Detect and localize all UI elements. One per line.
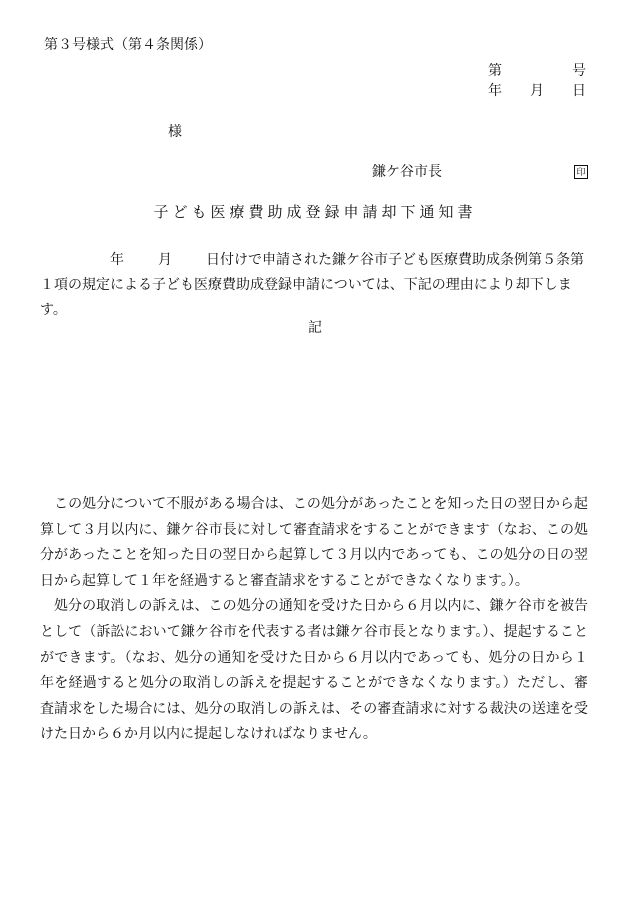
document-date bbox=[488, 82, 586, 100]
appeal-notice bbox=[40, 492, 588, 748]
date-year-label: 年 bbox=[488, 83, 502, 99]
appeal-paragraph-2: 処分の取消しの訴えは、この処分の通知を受けた日から６月以内に、鎌ケ谷市を被告として（訴訟において鎌ケ谷市を代表する者は鎌ケ谷市長となります。）、提起することができます。（なお、処分の通知を受けた日から６月以内であっても、処分の日から１年を経過すると処分の取消しの訴えを提起することができなくなります。）ただし、審査請求をした場合には、処分の取消しの訴えは、その審査請求に対する裁決の送達を受けた日から６か月以内に提起しなければなりません。 bbox=[40, 598, 588, 743]
date-day-label: 日 bbox=[572, 83, 586, 99]
document-number bbox=[488, 62, 586, 80]
seal-mark: 印 bbox=[574, 165, 588, 179]
addressee: 様 bbox=[168, 124, 182, 140]
intro-year-label: 年 bbox=[110, 252, 124, 268]
intro-paragraph bbox=[40, 248, 588, 323]
issuer-block bbox=[372, 163, 588, 181]
ki-heading: 記 bbox=[308, 320, 322, 336]
intro-text: 日付けで申請された鎌ケ谷市子ども医療費助成条例第５条第１項の規定による子ども医療費助成登録申請については、下記の理由により却下します。 bbox=[40, 252, 584, 318]
document-number-suffix: 号 bbox=[572, 63, 586, 79]
issuer-name: 鎌ケ谷市長 bbox=[372, 164, 442, 180]
form-number: 第３号様式（第４条関係） bbox=[44, 37, 212, 53]
date-month-label: 月 bbox=[530, 83, 544, 99]
intro-month-label: 月 bbox=[158, 252, 172, 268]
appeal-paragraph-1: この処分について不服がある場合は、この処分があったことを知った日の翌日から起算して３月以内に、鎌ケ谷市長に対して審査請求をすることができます（なお、この処分があったことを知った日の翌日から起算して３月以内であっても、この処分の日の翌日から起算して１年を経過すると審査請求をすることができなくなります。）。 bbox=[40, 496, 588, 589]
document-title: 子ども医療費助成登録申請却下通知書 bbox=[153, 203, 477, 221]
document-number-prefix: 第 bbox=[488, 63, 502, 79]
